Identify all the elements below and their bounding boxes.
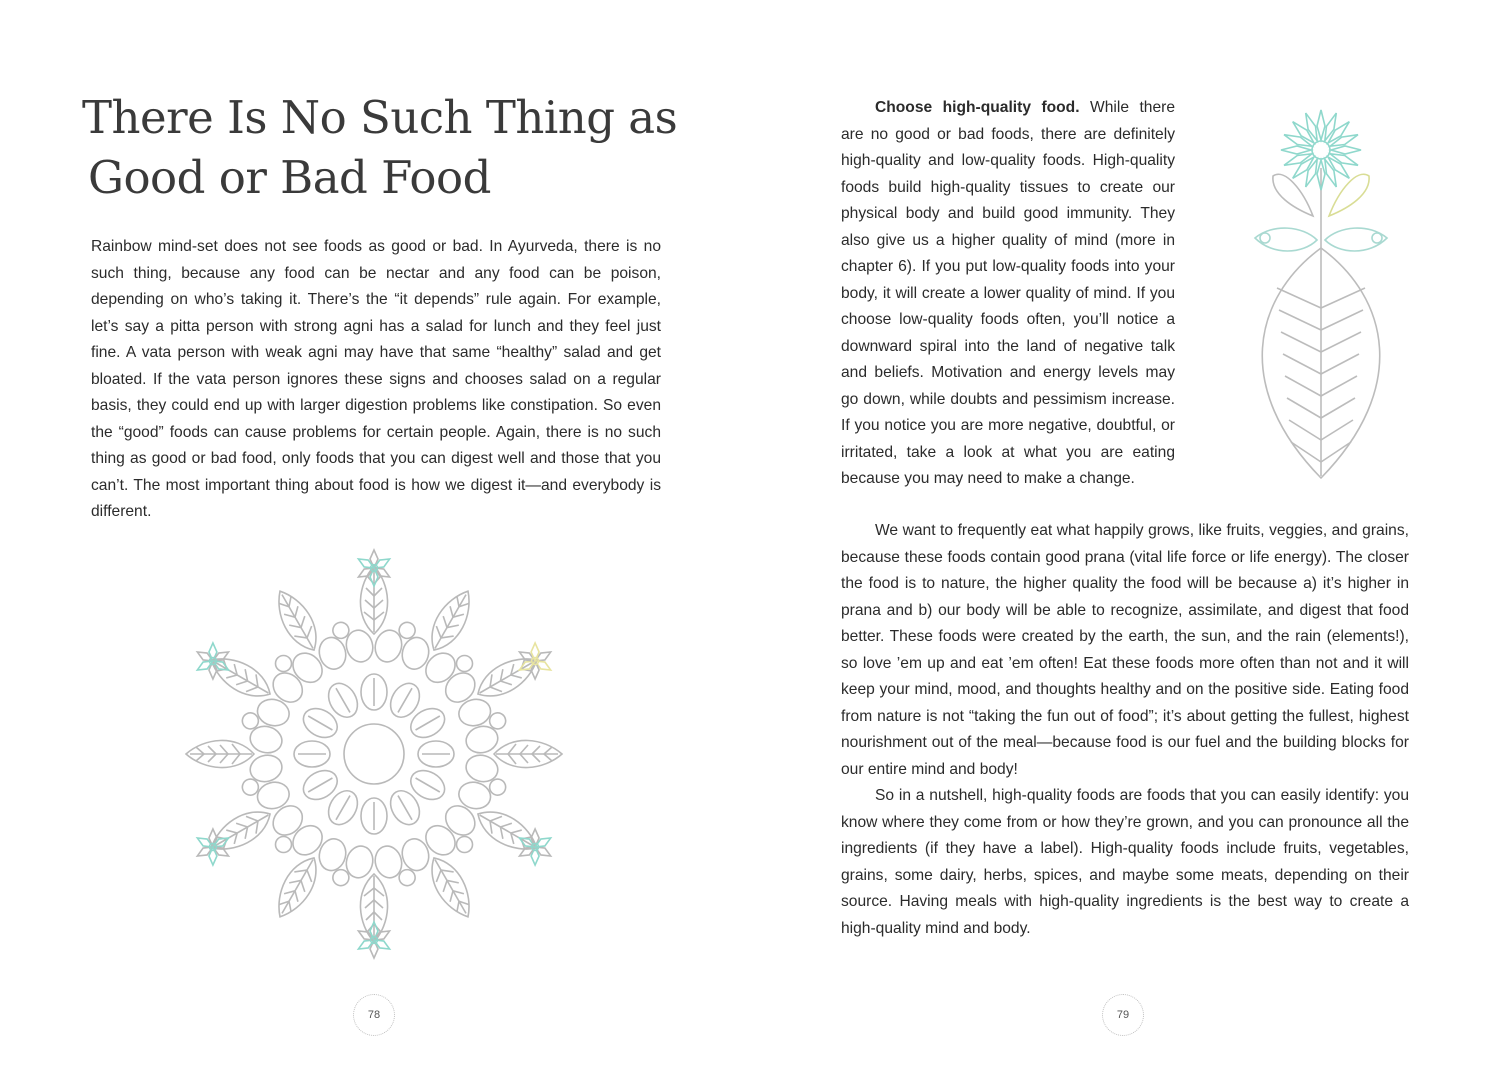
leaf-petal xyxy=(268,584,325,656)
page-number-left-text: 78 xyxy=(367,1009,381,1021)
page-number-left xyxy=(353,994,395,1036)
star-flower xyxy=(189,637,238,685)
page-title xyxy=(82,88,682,208)
bean-ring-item xyxy=(298,765,342,806)
right-page xyxy=(750,0,1500,1071)
leaf-petal xyxy=(422,851,479,923)
page-number-right-text: 79 xyxy=(1116,1009,1130,1021)
bean-ring-item xyxy=(385,678,426,722)
leaf-petal xyxy=(186,740,254,767)
berry-cluster xyxy=(420,800,489,869)
bean-ring-item xyxy=(406,765,450,806)
bean-ring-item xyxy=(361,674,387,710)
berry-cluster xyxy=(259,800,328,869)
star-flower xyxy=(511,637,560,685)
mandala-center xyxy=(344,724,404,784)
leaf-petal xyxy=(494,740,562,767)
bean-ring-item xyxy=(385,786,426,830)
star-flower xyxy=(511,823,560,871)
left-pod xyxy=(1255,228,1317,251)
main-text-column xyxy=(841,518,1409,942)
nutshell-paragraph: So in a nutshell, high-quality foods are foods that you can easily identify: you know where they come from or how they’re grown, and you can pronounce all the ingredients (if they have a label). High-quality foods include fruits, vegetables, grains, some dairy, herbs, spices, and maybe some meats, depending on their source. Having meals with high-quality ingredients is the best way to create a high-quality mind and body. xyxy=(841,787,1409,937)
leaf-flower-illustration xyxy=(1233,98,1409,482)
flower-center xyxy=(1312,141,1330,159)
title-line-2: Good or Bad Food xyxy=(88,151,491,204)
leaf-petal xyxy=(268,851,325,923)
lead-heading: Choose high-quality food. xyxy=(875,99,1080,116)
prana-paragraph: We want to frequently eat what happily grows, like fruits, veggies, and grains, because these foods contain good prana (vital life force or life energy). The closer the food is to nature, the higher quality the food will be because a) it’s higher in prana and b) our body will be able to recognize, assimilate, and digest that food better. These foods were created by the earth, the sun, and the rain (elements!), so love ’em up and eat ’em often! Eat these foods more often than not and it will keep your mind, mood, and thoughts healthy and on the positive side. Eating food from nature is not “taking the fun out of food”; it’s about getting the fullest, highest nourishment out of the meal—because food is our fuel and the building blocks for our entire mind and body! xyxy=(841,522,1409,778)
berry-cluster xyxy=(259,639,328,708)
berry-cluster xyxy=(420,639,489,708)
star-flower xyxy=(189,823,238,871)
right-pod xyxy=(1325,228,1387,251)
food-mandala-illustration xyxy=(168,548,580,960)
bean-ring-item xyxy=(418,741,454,767)
quality-paragraph-text: While there are no good or bad foods, there are definitely high-quality and low-quality foods. High-quality foods build high-quality tissues to create our physical body and build good immunity. They also give us a higher quality of mind (more in chapter 6). If you put low-quality foods into your body, it will create a lower quality of mind. If you choose low-quality foods often, you’ll notice a downward spiral into the land of negative talk and beliefs. Motivation and energy levels may go down, while doubts and pessimism increase. If you notice you are more negative, doubtful, or irritated, take a look at what you are eating because you may need to make a change. xyxy=(841,99,1175,487)
bean-ring-item xyxy=(361,798,387,834)
bean-ring-item xyxy=(323,786,364,830)
bean-ring-item xyxy=(294,741,330,767)
leaf-petal xyxy=(422,584,479,656)
bean-ring-item xyxy=(298,703,342,744)
page-number-right xyxy=(1102,994,1144,1036)
bean-ring-item xyxy=(323,678,364,722)
bean-ring-item xyxy=(406,703,450,744)
quality-paragraph xyxy=(841,95,1175,493)
title-line-1: There Is No Such Thing as xyxy=(82,91,678,144)
intro-paragraph: Rainbow mind-set does not see foods as good or bad. In Ayurveda, there is no such thing, because any food can be nectar and any food can be poison, depending on who’s taking it. There’s the “it depends” rule again. For example, let’s say a pitta person with strong agni has a salad for lunch and they feel just fine. A vata person with weak agni may have that same “healthy” salad and get bloated. If the vata person ignores these signs and chooses salad on a regular basis, they could end up with larger digestion problems like constipation. So even the “good” foods can cause problems for certain people. Again, there is no such thing as good or bad food, only foods that you can digest well and those that you can’t. The most important thing about food is how we digest it—and everybody is different. xyxy=(91,238,661,520)
